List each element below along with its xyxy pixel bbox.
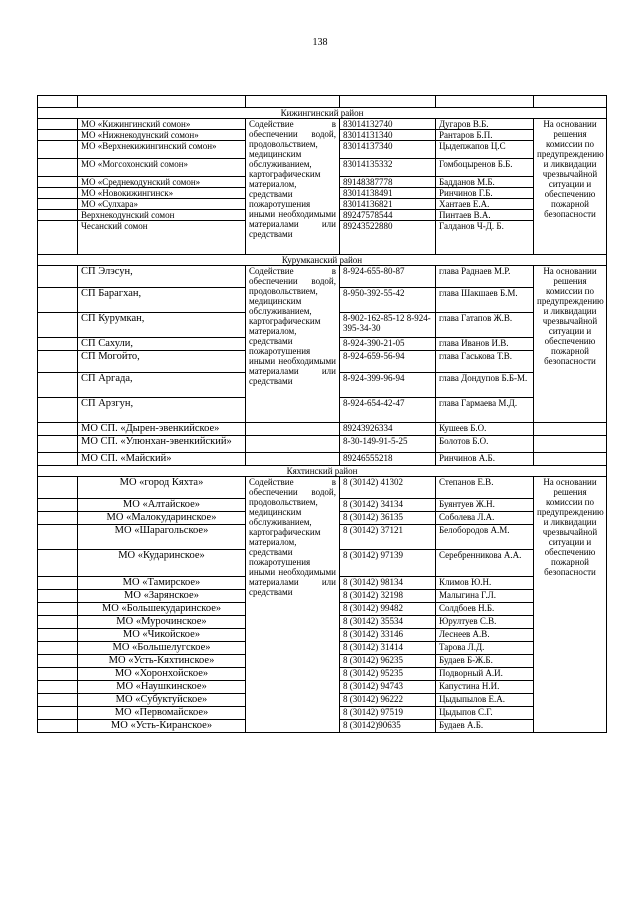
note-text: На основании решения комиссии по предупреждению и ликвидации чрезвычайной ситуации и обеспечению пожарной безопасности [534, 266, 607, 423]
mo-name: МО «Чикойское» [78, 629, 246, 642]
mo-name: СП Сахули, [78, 338, 246, 351]
phone-number: 8 (30142) 37121 [340, 525, 436, 550]
phone-number: 8-924-655-80-87 [340, 266, 436, 288]
note-blank [534, 453, 607, 466]
district-header-row [38, 466, 607, 477]
document-table [37, 95, 607, 733]
mo-name: МО «Первомайское» [78, 707, 246, 720]
blank-cell [38, 351, 78, 373]
table-row [38, 453, 607, 466]
responsible-person: Бадданов М.Б. [436, 177, 534, 188]
responsible-person: глава Дондупов Б.Б-М. [436, 373, 534, 398]
mo-name: Чесанский сомон [78, 221, 246, 255]
blank-cell [38, 720, 78, 733]
phone-number: 8 (30142) 41302 [340, 477, 436, 499]
mo-name: СП Курумкан, [78, 313, 246, 338]
mo-name: МО «Большелугское» [78, 642, 246, 655]
responsible-person: Цыдепжапов Ц.С [436, 141, 534, 159]
header-cell [534, 96, 607, 108]
note-blank [534, 423, 607, 436]
mo-name: МО «Тамирское» [78, 577, 246, 590]
phone-number: 83014136821 [340, 199, 436, 210]
mo-name: МО СП. «Майский» [78, 453, 246, 466]
responsible-person: Климов Ю.Н. [436, 577, 534, 590]
table-row [38, 266, 607, 288]
mo-name: МО «город Кяхта» [78, 477, 246, 499]
mo-name: МО «Среднекодунский сомон» [78, 177, 246, 188]
district-title: Кяхтинский район [38, 466, 607, 477]
responsible-person: Белобородов А.М. [436, 525, 534, 550]
responsible-person: Буянтуев Ж.Н. [436, 499, 534, 512]
blank-cell [38, 590, 78, 603]
blank-cell [38, 436, 78, 453]
responsible-person: глава Раднаев М.Р. [436, 266, 534, 288]
table-row [38, 423, 607, 436]
blank-cell [38, 159, 78, 177]
responsible-person: Гомбоцыренов Б.Б. [436, 159, 534, 177]
mo-name: МО «Алтайское» [78, 499, 246, 512]
phone-number: 8 (30142) 94743 [340, 681, 436, 694]
mo-name: МО «Усть-Кяхтинское» [78, 655, 246, 668]
header-cell [436, 96, 534, 108]
mo-name: МО «Сулхара» [78, 199, 246, 210]
phone-number: 8 (30142) 98134 [340, 577, 436, 590]
purpose-blank [246, 453, 340, 466]
table-body [38, 96, 607, 733]
header-cell [38, 96, 78, 108]
responsible-person: Рантаров Б.П. [436, 130, 534, 141]
purpose-blank [246, 423, 340, 436]
phone-number: 8-924-390-21-05 [340, 338, 436, 351]
phone-number: 8 (30142) 95235 [340, 668, 436, 681]
purpose-text: Содействие в обеспечении водой, продовольствием, медицинским обслуживанием, картографическим материалом, средствами пожаротушения иными необходимыми материалами или средствами [246, 477, 340, 733]
phone-number: 8-924-399-96-94 [340, 373, 436, 398]
responsible-person: Солдбоев Н.Б. [436, 603, 534, 616]
mo-name: МО «Усть-Киранское» [78, 720, 246, 733]
phone-number: 8 (30142) 36135 [340, 512, 436, 525]
blank-cell [38, 188, 78, 199]
district-header-row [38, 108, 607, 119]
mo-name: СП Арзгун, [78, 398, 246, 423]
blank-cell [38, 694, 78, 707]
mo-name: МО СП. «Улюнхан-эвенкийский» [78, 436, 246, 453]
blank-cell [38, 373, 78, 398]
purpose-text: Содействие в обеспечении водой, продовольствием, медицинским обслуживанием, картографическим материалом, средствами пожаротушения иными необходимыми материалами или средствами [246, 119, 340, 255]
mo-name: МО «Новокижингинск» [78, 188, 246, 199]
blank-cell [38, 453, 78, 466]
phone-number: 8 (30142)90635 [340, 720, 436, 733]
blank-cell [38, 616, 78, 629]
phone-number: 89243522880 [340, 221, 436, 255]
table-row [38, 477, 607, 499]
phone-number: 8 (30142) 99482 [340, 603, 436, 616]
phone-number: 83014135332 [340, 159, 436, 177]
responsible-person: Пинтаев В.А. [436, 210, 534, 221]
responsible-person: Кушеев Б.О. [436, 423, 534, 436]
responsible-person: глава Гатапов Ж.В. [436, 313, 534, 338]
mo-name: МО СП. «Дырен-эвенкийское» [78, 423, 246, 436]
phone-number: 8 (30142) 96222 [340, 694, 436, 707]
responsible-person: Цыдыпылов Е.А. [436, 694, 534, 707]
phone-number: 83014137340 [340, 141, 436, 159]
note-text: На основании решения комиссии по предупреждению и ликвидации чрезвычайной ситуации и обеспечению пожарной безопасности [534, 477, 607, 733]
purpose-text: Содействие в обеспечении водой, продовольствием, медицинским обслуживанием, картографическим материалом, средствами пожаротушения иными необходимыми материалами или средствами [246, 266, 340, 423]
table-header-row [38, 96, 607, 108]
phone-number: 89243926334 [340, 423, 436, 436]
phone-number: 8-924-659-56-94 [340, 351, 436, 373]
mo-name: МО «Верхнекижингинский сомон» [78, 141, 246, 159]
responsible-person: Соболева Л.А. [436, 512, 534, 525]
phone-number: 8 (30142) 96235 [340, 655, 436, 668]
blank-cell [38, 577, 78, 590]
responsible-person: Ринчинов Г.Б. [436, 188, 534, 199]
blank-cell [38, 266, 78, 288]
phone-number: 8 (30142) 97139 [340, 550, 436, 577]
blank-cell [38, 707, 78, 720]
phone-number: 89148387778 [340, 177, 436, 188]
responsible-person: Хантаев Е.А. [436, 199, 534, 210]
phone-number: 83014131340 [340, 130, 436, 141]
purpose-blank [246, 436, 340, 453]
blank-cell [38, 338, 78, 351]
note-text: На основании решения комиссии по предупреждению и ликвидации чрезвычайной ситуации и обеспечению пожарной безопасности [534, 119, 607, 255]
responsible-person: Болотов Б.О. [436, 436, 534, 453]
blank-cell [38, 177, 78, 188]
blank-cell [38, 525, 78, 550]
mo-name: СП Аргада, [78, 373, 246, 398]
mo-name: МО «Шарагольское» [78, 525, 246, 550]
mo-name: МО «Малокударинское» [78, 512, 246, 525]
mo-name: СП Элэсун, [78, 266, 246, 288]
responsible-person: Галданов Ч-Д. Б. [436, 221, 534, 255]
mo-name: МО «Большекударинское» [78, 603, 246, 616]
blank-cell [38, 288, 78, 313]
mo-name: МО «Кударинское» [78, 550, 246, 577]
responsible-person: глава Гармаева М.Д. [436, 398, 534, 423]
blank-cell [38, 130, 78, 141]
blank-cell [38, 141, 78, 159]
mo-name: МО «Зарянское» [78, 590, 246, 603]
blank-cell [38, 512, 78, 525]
responsible-person: Ринчинов А.Б. [436, 453, 534, 466]
responsible-person: Подворный А.И. [436, 668, 534, 681]
mo-name: МО «Наушкинское» [78, 681, 246, 694]
responsible-person: Серебренникова А.А. [436, 550, 534, 577]
phone-number: 8 (30142) 31414 [340, 642, 436, 655]
blank-cell [38, 668, 78, 681]
header-cell [78, 96, 246, 108]
phone-number: 89246555218 [340, 453, 436, 466]
blank-cell [38, 199, 78, 210]
phone-number: 83014132740 [340, 119, 436, 130]
mo-name: Верхнекодунский сомон [78, 210, 246, 221]
blank-cell [38, 603, 78, 616]
responsible-person: Капустина Н.И. [436, 681, 534, 694]
mo-name: МО «Субуктуйское» [78, 694, 246, 707]
phone-number: 8 (30142) 33146 [340, 629, 436, 642]
responsible-person: Степанов Е.В. [436, 477, 534, 499]
phone-number: 8-902-162-85-12 8-924-395-34-30 [340, 313, 436, 338]
mo-name: МО «Хоронхойское» [78, 668, 246, 681]
phone-number: 8-30-149-91-5-25 [340, 436, 436, 453]
blank-cell [38, 119, 78, 130]
phone-number: 8-950-392-55-42 [340, 288, 436, 313]
page-number: 138 [312, 37, 328, 48]
phone-number: 8-924-654-42-47 [340, 398, 436, 423]
blank-cell [38, 221, 78, 255]
header-cell [340, 96, 436, 108]
responsible-person: глава Иванов И.В. [436, 338, 534, 351]
phone-number: 8 (30142) 32198 [340, 590, 436, 603]
blank-cell [38, 681, 78, 694]
blank-cell [38, 398, 78, 423]
header-cell [246, 96, 340, 108]
mo-name: МО «Кижингинский сомон» [78, 119, 246, 130]
responsible-person: Будаев А.Б. [436, 720, 534, 733]
responsible-person: Юрултуев С.В. [436, 616, 534, 629]
responsible-person: Малыгина Г.Л. [436, 590, 534, 603]
mo-name: СП Барагхан, [78, 288, 246, 313]
mo-name: СП Могойто, [78, 351, 246, 373]
mo-name: МО «Мурочинское» [78, 616, 246, 629]
phone-number: 83014138491 [340, 188, 436, 199]
responsible-person: Тарова Л.Д. [436, 642, 534, 655]
phone-number: 8 (30142) 97519 [340, 707, 436, 720]
phone-number: 8 (30142) 35534 [340, 616, 436, 629]
blank-cell [38, 655, 78, 668]
district-header-row [38, 255, 607, 266]
responsible-person: Леснеев А.В. [436, 629, 534, 642]
phone-number: 89247578544 [340, 210, 436, 221]
blank-cell [38, 477, 78, 499]
district-title: Курумканский район [38, 255, 607, 266]
responsible-person: глава Гаськова Т.В. [436, 351, 534, 373]
responsible-person: Дугаров В.Б. [436, 119, 534, 130]
phone-number: 8 (30142) 34134 [340, 499, 436, 512]
district-title: Кижингинский район [38, 108, 607, 119]
responsible-person: Цыдыпов С.Г. [436, 707, 534, 720]
blank-cell [38, 313, 78, 338]
table-row [38, 119, 607, 130]
mo-name: МО «Нижнекодунский сомон» [78, 130, 246, 141]
table-row [38, 436, 607, 453]
blank-cell [38, 499, 78, 512]
blank-cell [38, 550, 78, 577]
blank-cell [38, 210, 78, 221]
mo-name: МО «Могсохонский сомон» [78, 159, 246, 177]
blank-cell [38, 423, 78, 436]
responsible-person: глава Шакшаев Б.М. [436, 288, 534, 313]
blank-cell [38, 629, 78, 642]
blank-cell [38, 642, 78, 655]
responsible-person: Будаев Б-Ж.Б. [436, 655, 534, 668]
note-blank [534, 436, 607, 453]
